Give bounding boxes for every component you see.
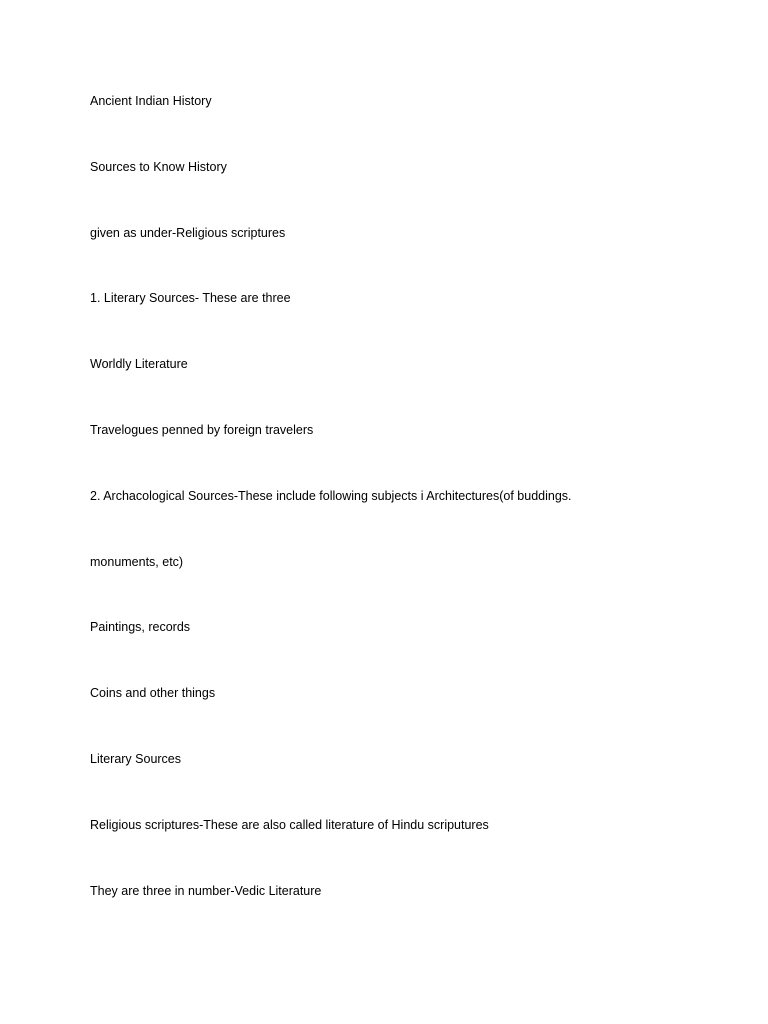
paragraph: Religious scriptures-These are also called literature of Hindu scriputures <box>90 817 489 832</box>
paragraph: Literary Sources <box>90 751 182 766</box>
paragraph: They are three in number-Vedic Literature <box>90 883 322 898</box>
paragraph: 2. Archacological Sources-These include following subjects i Architectures(of buddings. <box>90 488 572 503</box>
paragraph: Coins and other things <box>90 686 216 701</box>
paragraph: Travelogues penned by foreign travelers <box>90 422 314 437</box>
paragraph: given as under-Religious scriptures <box>90 225 286 240</box>
paragraph: monuments, etc) <box>90 554 184 569</box>
document-title: Ancient Indian History <box>90 94 212 108</box>
paragraph: Paintings, records <box>90 620 191 635</box>
paragraph: Sources to Know History <box>90 159 227 174</box>
paragraph: Worldly Literature <box>90 357 188 372</box>
paragraph: 1. Literary Sources- These are three <box>90 291 291 306</box>
document-body <box>90 92 710 947</box>
